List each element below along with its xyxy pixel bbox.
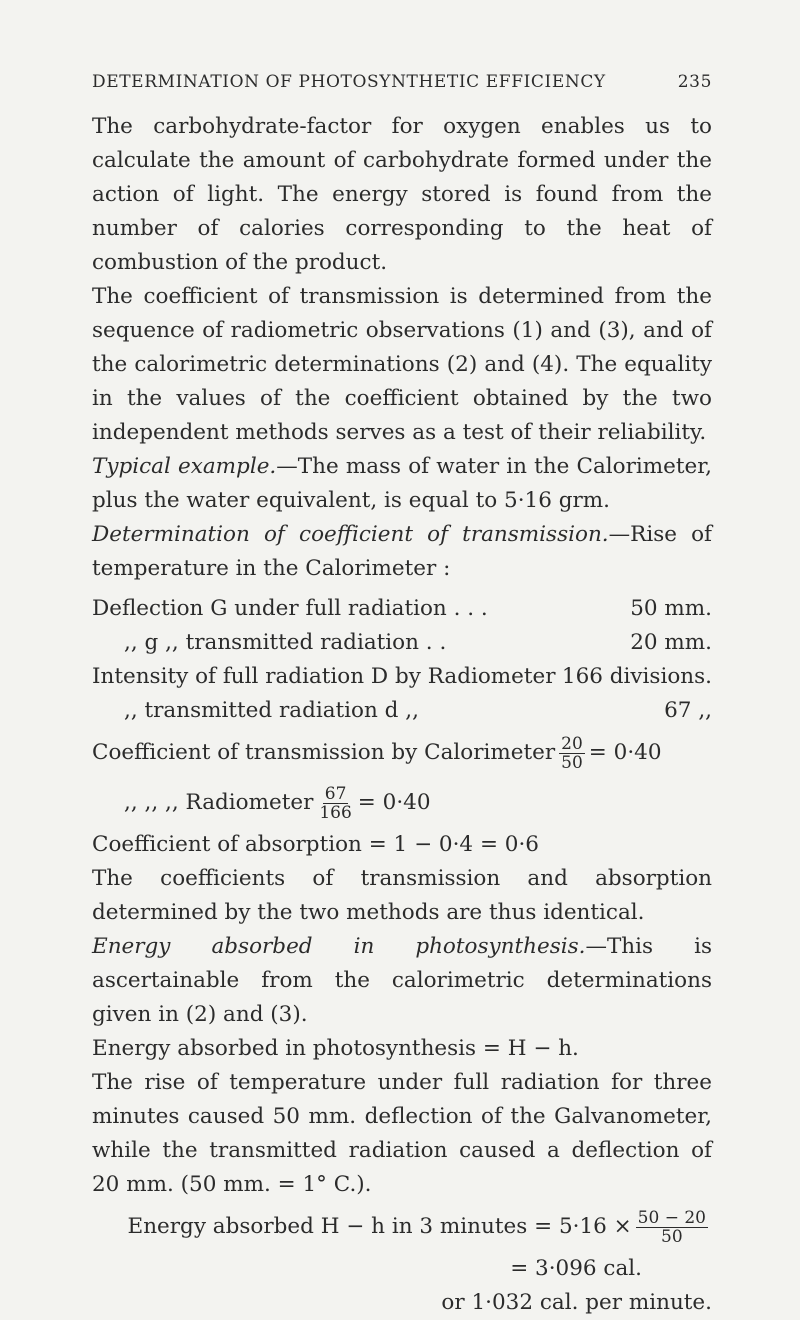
- coefficient-result: = 0·40: [357, 790, 431, 815]
- measurement-row: [92, 660, 712, 694]
- energy-per-minute-line: or 1·032 cal. per minute.: [441, 1290, 712, 1315]
- typical-example-text: —The mass of water in the Calorimeter, plus the water equivalent, is equal to 5·16 grm.: [92, 454, 712, 513]
- determination-text: —Rise of temperature in the Calorimeter :: [92, 522, 712, 581]
- measurement-value: 20 mm.: [630, 630, 712, 655]
- page-number: 235: [677, 72, 712, 92]
- energy-formula: [128, 1202, 712, 1252]
- coefficient-radiometer: [92, 778, 712, 828]
- paragraph-1: The carbohydrate-factor for oxygen enables us to calculate the amount of carbohydrate formed under the action of light. The energy stored is found from the number of calories corresponding to the heat of combustion of the product.: [92, 114, 712, 275]
- paragraph-2: The coefficient of transmission is determined from the sequence of radiometric observations (1) and (3), and of the calorimetric determinations (2) and (4). The equality in the values of the coefficient obtained by the two independent methods serves as a test of their reliability.: [92, 284, 712, 445]
- fraction: [559, 735, 585, 772]
- coefficient-radiometer-label: ,, ,, ,, Radiometer: [124, 790, 314, 815]
- coefficient-calorimeter-label: Coefficient of transmission by Calorimeter: [92, 740, 556, 765]
- measurement-row: [92, 592, 712, 626]
- coefficient-result: = 0·40: [588, 740, 662, 765]
- fraction-denominator: 50: [661, 1226, 683, 1247]
- running-title: DETERMINATION OF PHOTOSYNTHETIC EFFICIENCY: [92, 72, 606, 92]
- measurement-value: 50 mm.: [630, 596, 712, 621]
- paragraph-determination: [92, 518, 712, 586]
- typical-example-label: Typical example.: [92, 454, 277, 479]
- energy-formula-label: Energy absorbed H − h in 3 minutes = 5·16 ×: [127, 1214, 632, 1239]
- fraction: [317, 785, 353, 822]
- measurement-row: [92, 626, 712, 660]
- paragraph-typical-example: [92, 450, 712, 518]
- measurement-label: ,, g ,, transmitted radiation . .: [124, 630, 447, 655]
- fraction-numerator: 50 − 20: [637, 1207, 706, 1228]
- paragraph-rise-of-temperature: The rise of temperature under full radiation for three minutes caused 50 mm. deflection of the Galvanometer, while the transmitted radiation caused a deflection of 20 mm. (50 mm. = 1° C.).: [92, 1070, 712, 1197]
- measurement-value: 166 divisions.: [561, 664, 712, 689]
- measurement-label: Intensity of full radiation D by Radiometer: [92, 664, 556, 689]
- running-header: [92, 72, 712, 92]
- measurement-list: [92, 592, 712, 728]
- energy-absorbed-text: —This is ascertainable from the calorimetric determinations given in (2) and (3).: [92, 934, 712, 1027]
- paragraph-identical: The coefficients of transmission and absorption determined by the two methods are thus identical.: [92, 866, 712, 925]
- fraction-numerator: 20: [561, 733, 583, 754]
- energy-calculation: [92, 1202, 712, 1320]
- energy-absorbed-label: Energy absorbed in photosynthesis.: [92, 934, 586, 959]
- paragraph-energy-absorbed: [92, 930, 712, 1032]
- absorption-line: Coefficient of absorption = 1 − 0·4 = 0·6: [92, 832, 539, 857]
- coefficient-calorimeter: [92, 728, 712, 778]
- measurement-label: Deflection G under full radiation . . .: [92, 596, 488, 621]
- body-text: [92, 110, 712, 1320]
- fraction-numerator: 67: [324, 783, 347, 804]
- energy-result-line: = 3·096 cal.: [510, 1256, 642, 1281]
- fraction-denominator: 166: [319, 802, 352, 823]
- measurement-label: ,, transmitted radiation d ,,: [124, 698, 419, 723]
- determination-label: Determination of coefficient of transmission.: [92, 522, 609, 547]
- fraction-denominator: 50: [561, 752, 583, 773]
- measurement-value: 67 ,,: [664, 698, 712, 723]
- fraction: [636, 1209, 708, 1246]
- measurement-row: [92, 694, 712, 728]
- energy-equation-line: Energy absorbed in photosynthesis = H − h.: [92, 1036, 579, 1061]
